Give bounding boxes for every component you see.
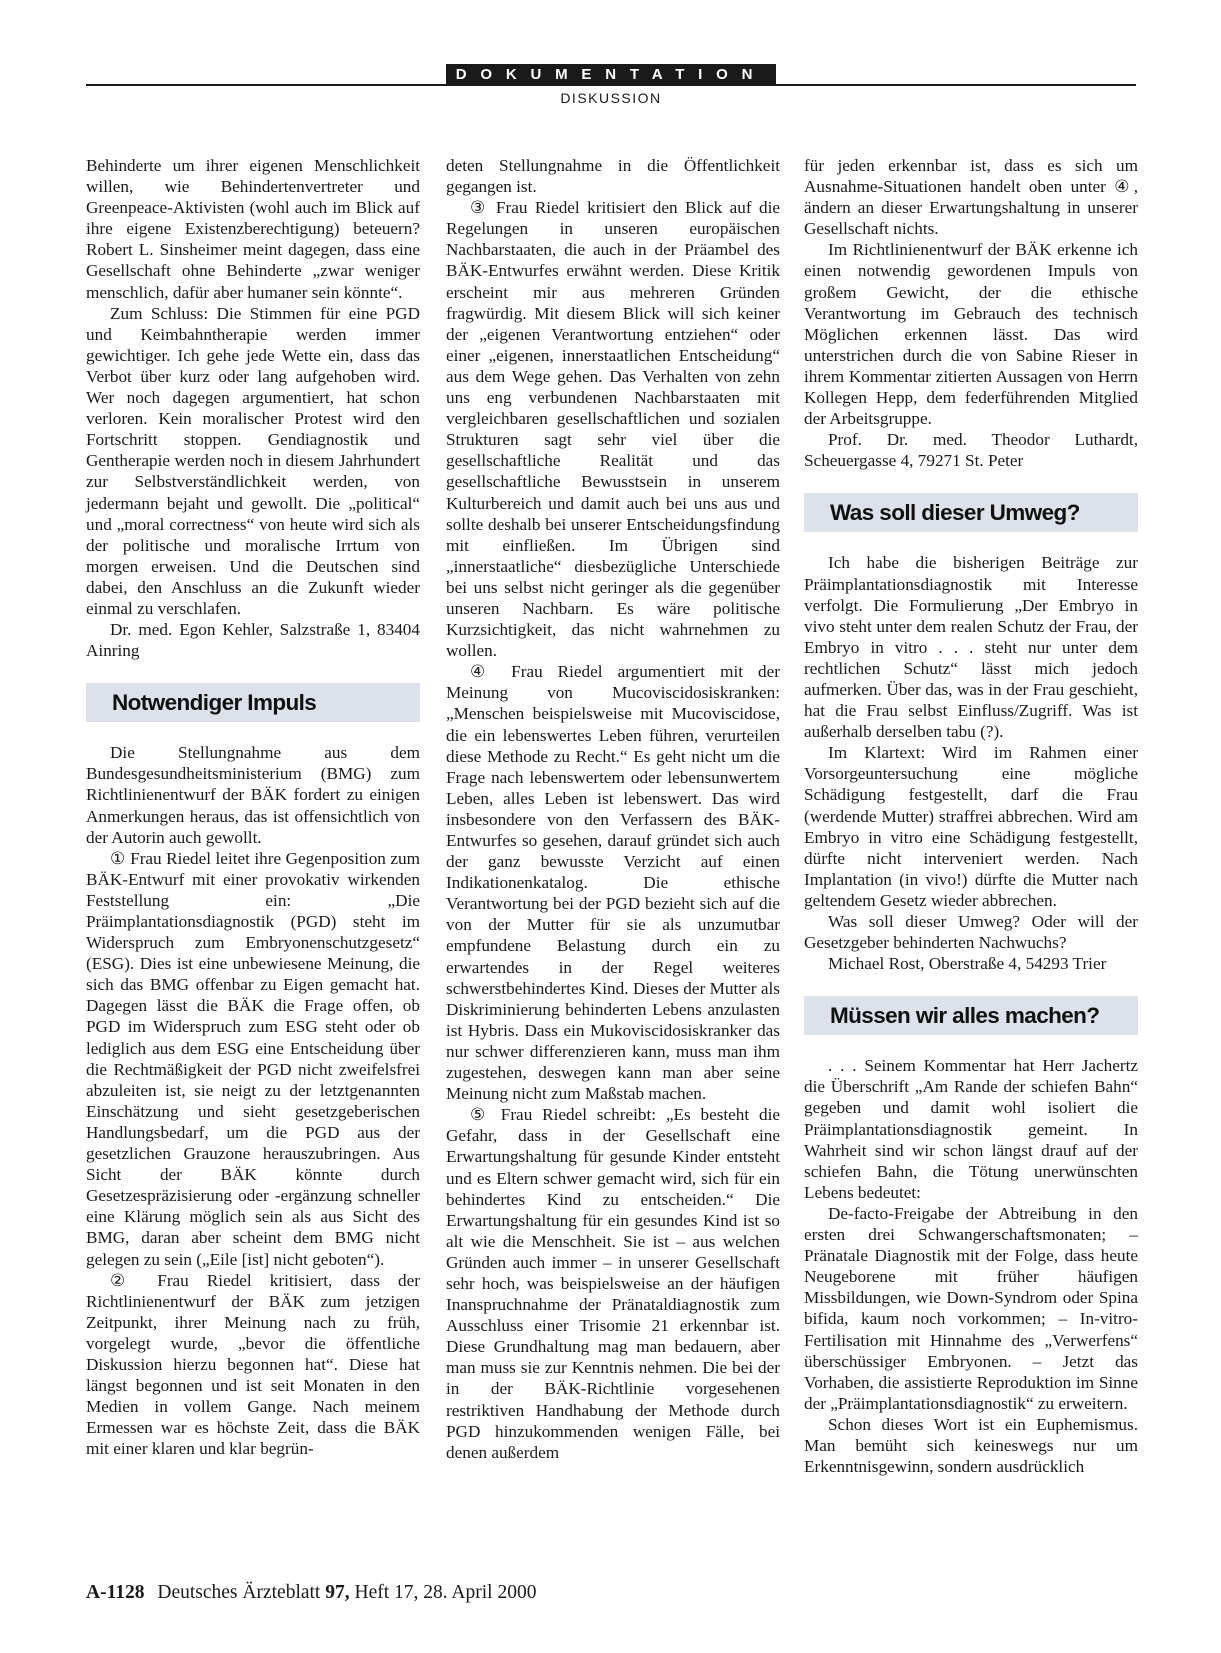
paragraph: Was soll dieser Umweg? Oder will der Gesetzgeber behinderten Nachwuchs? [804,912,1138,953]
page-number: A-1128 [86,1582,145,1603]
paragraph: ⑤ Frau Riedel schreibt: „Es besteht die Gefahr, dass in der Gesellschaft eine Erwartungshaltung für gesunde Kinder entsteht und es Eltern schwer gemacht wird, sich für ein behindertes Kind zu entscheiden.“ Die Erwartungshaltung für ein gesundes Kind ist so alt wie die Menschheit. Sie ist – aus welchen Gründen auch immer – in unserer Gesellschaft sehr hoch, was beispielsweise an der häufigen Inanspruchnahme der Pränataldiagnostik zum Ausschluss einer Trisomie 21 erkennbar ist. Diese Grundhaltung mag man bedauern, aber man muss sie zur Kenntnis nehmen. Die bei der in der BÄK-Richtlinie vorgesehenen restriktiven Handhabung der Methode durch PGD hinzukommenden wenigen Fälle, bei denen außerdem [446,1105,780,1462]
letter-heading: Notwendiger Impuls [86,683,420,722]
paragraph: Ich habe die bisherigen Beiträge zur Präimplantationsdiagnostik mit Interesse verfolgt. Die Formulierung „Der Embryo in vivo steht unter dem realen Schutz der Frau, der Embryo in vitro . . . steht nur unter dem rechtlichen Schutz“ lässt mich jedoch aufmerken. Über das, was in der Frau geschieht, hat die Frau selbst Einfluss/Zugriff. Was ist außerhalb derselben tabu (?). [804,553,1138,742]
letter-heading: Was soll dieser Umweg? [804,493,1138,532]
paragraph: De-facto-Freigabe der Abtreibung in den ersten drei Schwangerschaftsmonaten; – Pränatale Diagnostik mit der Folge, dass heute Neugeborene mit früher häufigen Missbildungen, wie Down-Syndrom oder Spina bifida, kaum noch vorkommen; – In-vitro-Fertilisation mit Hinnahme des „Verwerfens“ überschüssiger Embryonen. – Jetzt das Vorhaben, die assistierte Reproduktion im Sinne der „Präimplantationsdiagnostik“ zu erweitern. [804,1203,1138,1413]
journal-volume: 97, [325,1582,350,1603]
letter-signature: Michael Rost, Oberstraße 4, 54293 Trier [828,954,1107,974]
letter-signature: Prof. Dr. med. Theodor Luthardt, Scheuergasse 4, 79271 St. Peter [804,430,1138,471]
column-1 [86,155,420,1459]
paragraph: Die Stellungnahme aus dem Bundesgesundheitsministerium (BMG) zum Richtlinienentwurf der BÄK fordert zu einigen Anmerkungen heraus, das ist offensichtlich von der Autorin auch gewollt. [86,743,420,847]
section-label: DOKUMENTATION [446,64,776,86]
journal-name: Deutsches Ärzteblatt [157,1582,321,1603]
paragraph: ① Frau Riedel leitet ihre Gegenposition zum BÄK-Entwurf mit einer provokativ wirkenden Feststellung ein: „Die Präimplantationsdiagnostik (PGD) steht im Widerspruch zum Embryonenschutzgesetz“ (ESG). Dies ist eine unbewiesene Meinung, die sich das BMG offenbar zu Eigen gemacht hat. Dagegen lässt die BÄK die Frage offen, ob PGD im Widerspruch zum ESG steht oder ob lediglich aus dem ESG eine Entscheidung über die Rechtmäßigkeit der PGD nicht zweifelsfrei abzuleiten ist, sie neigt zu der letztgenannten Einschätzung und sieht gesetzgeberischen Handlungsbedarf, um die PGD aus der gesetzlichen Grauzone herauszubringen. Aus Sicht der BÄK könnte durch Gesetzespräzisierung oder -ergänzung schneller eine Klärung möglich sein als aus Sicht des BMG, daran aber scheint dem BMG nicht gelegen zu sein („Eile [ist] nicht geboten“). [86,848,420,1269]
paragraph: Schon dieses Wort ist ein Euphemismus. Man bemüht sich keineswegs nur um Erkenntnisgewinn, sondern ausdrücklich [804,1414,1138,1477]
paragraph: Im Richtlinienentwurf der BÄK erkenne ich einen notwendig gewordenen Impuls von großem Gewicht, der die ethische Verantwortung im Gebrauch des technisch Möglichen erkennen lässt. Das wird unterstrichen durch die von Sabine Rieser in ihrem Kommentar zitierten Aussagen von Herrn Kollegen Hepp, dem federführenden Mitglied der Arbeitsgruppe. [804,240,1138,429]
column-3 [804,155,1138,1477]
paragraph: ② Frau Riedel kritisiert, dass der Richtlinienentwurf der BÄK zum jetzigen Zeitpunkt, ihrer Meinung nach zu früh, vorgelegt wurde, „bevor die öffentliche Diskussion hierzu begonnen hat“. Diese hat längst begonnen und ist seit Monaten in den Medien in vollem Gange. Nach meinem Ermessen war es höchste Zeit, dass die BÄK mit einer klaren und klar begrün- [86,1270,420,1459]
letter-heading: Müssen wir alles machen? [804,996,1138,1035]
letter-signature: Dr. med. Egon Kehler, Salzstraße 1, 83404 Ainring [86,620,420,661]
paragraph: ③ Frau Riedel kritisiert den Blick auf die Regelungen in unseren europäischen Nachbarstaaten, die auch in der Präambel des BÄK-Entwurfes erwähnt werden. Diese Kritik erscheint mir aus mehreren Gründen fragwürdig. Mit diesem Blick will sich keiner der „eigenen Verantwortung entziehen“ oder einer „eigenen, innerstaatlichen Entscheidung“ aus dem Wege gehen. Das Verhalten von zehn uns eng verbundenen Nachbarstaaten mit vergleichbaren gesellschaftlichen und sozialen Strukturen sagt sehr viel über die gesellschaftliche Realität und das gesellschaftliche Bewusstsein in unserem Kulturbereich und damit auch bei uns aus und sollte deshalb bei unserer Entscheidungsfindung mit einfließen. Im Übrigen sind „innerstaatliche“ diesbezügliche Unterschiede bei uns selbst nicht geringer als die gegenüber unseren Nachbarn. Es wäre politische Kurzsichtigkeit, das nicht wahrnehmen zu wollen. [446,198,780,661]
paragraph: deten Stellungnahme in die Öffentlichkeit gegangen ist. [446,156,780,197]
paragraph: für jeden erkennbar ist, dass es sich um Ausnahme-Situationen handelt oben unter ④, ändern an dieser Erwartungshaltung in unserer Gesellschaft nichts. [804,156,1138,239]
paragraph: . . . Seinem Kommentar hat Herr Jachertz die Überschrift „Am Rande der schiefen Bahn“ gegeben und damit wohl isoliert die Präimplantationsdiagnostik gemeint. In Wahrheit sind wir schon längst drauf auf der schiefen Bahn, die Tötung unerwünschten Lebens bedeutet: [804,1056,1138,1202]
issue-date: Heft 17, 28. April 2000 [354,1582,537,1603]
paragraph: Behinderte um ihrer eigenen Menschlichkeit willen, wie Behindertenvertreter und Greenpeace-Aktivisten (wohl auch im Blick auf ihre eigene Existenzberechtigung) beteuern? Robert L. Sinsheimer meint dagegen, dass eine Gesellschaft ohne Behinderte „zwar weniger menschlich, dafür aber humaner sein könnte“. [86,156,420,302]
paragraph: ④ Frau Riedel argumentiert mit der Meinung von Mucoviscidosiskranken: „Menschen beispielsweise mit Mucoviscidose, die ein lebenswertes Leben führen, verurteilen diese Methode zu Recht.“ Es geht nicht um die Frage nach lebenswertem oder lebensunwertem Leben, alles Leben ist lebenswert. Das wird insbesondere von den Verfassern des BÄK-Entwurfes so gesehen, darauf gründet sich auch der ganz bewusste Verzicht auf einen Indikationenkatalog. Die ethische Verantwortung bei der PGD bezieht sich auf die von der Mutter für sie als unzumutbar empfundene Belastung durch ein zu erwartendes in der Regel weiteres schwerstbehindertes Kind. Dieses der Mutter als Diskriminierung behinderten Lebens anzulasten ist Hybris. Dass ein Mukoviscidosiskranker das nur schwer differenzieren kann, muss man ihm zugestehen, deswegen kann man aber seine Meinung nicht zum Maßstab machen. [446,662,780,1104]
subsection-label: DISKUSSION [560,90,662,106]
column-2 [446,155,780,1463]
page-footer [86,1582,536,1604]
paragraph: Zum Schluss: Die Stimmen für eine PGD und Keimbahntherapie werden immer gewichtiger. Ich gehe jede Wette ein, dass das Verbot über kurz oder lang aufgehoben wird. Wer noch dagegen argumentiert, hat schon verloren. Kein moralischer Protest wird den Fortschritt stoppen. Gendiagnostik und Gentherapie werden noch in diesem Jahrhundert zur Selbstverständlichkeit werden, von jedermann bejaht und gewollt. Die „political“ und „moral correctness“ von heute wird sich als der politische und moralische Irrtum von morgen erweisen. Und die Deutschen sind dabei, den Anschluss an die Zukunft wieder einmal zu verschlafen. [86,303,420,618]
paragraph: Im Klartext: Wird im Rahmen einer Vorsorgeuntersuchung eine mögliche Schädigung festgestellt, darf die Frau (werdende Mutter) straffrei abbrechen. Wird am Embryo in vitro eine Schädigung festgestellt, dürfte nicht interveniert werden. Nach Implantation (in vivo!) dürfte die Mutter nach geltendem Gesetz wieder abbrechen. [804,743,1138,910]
